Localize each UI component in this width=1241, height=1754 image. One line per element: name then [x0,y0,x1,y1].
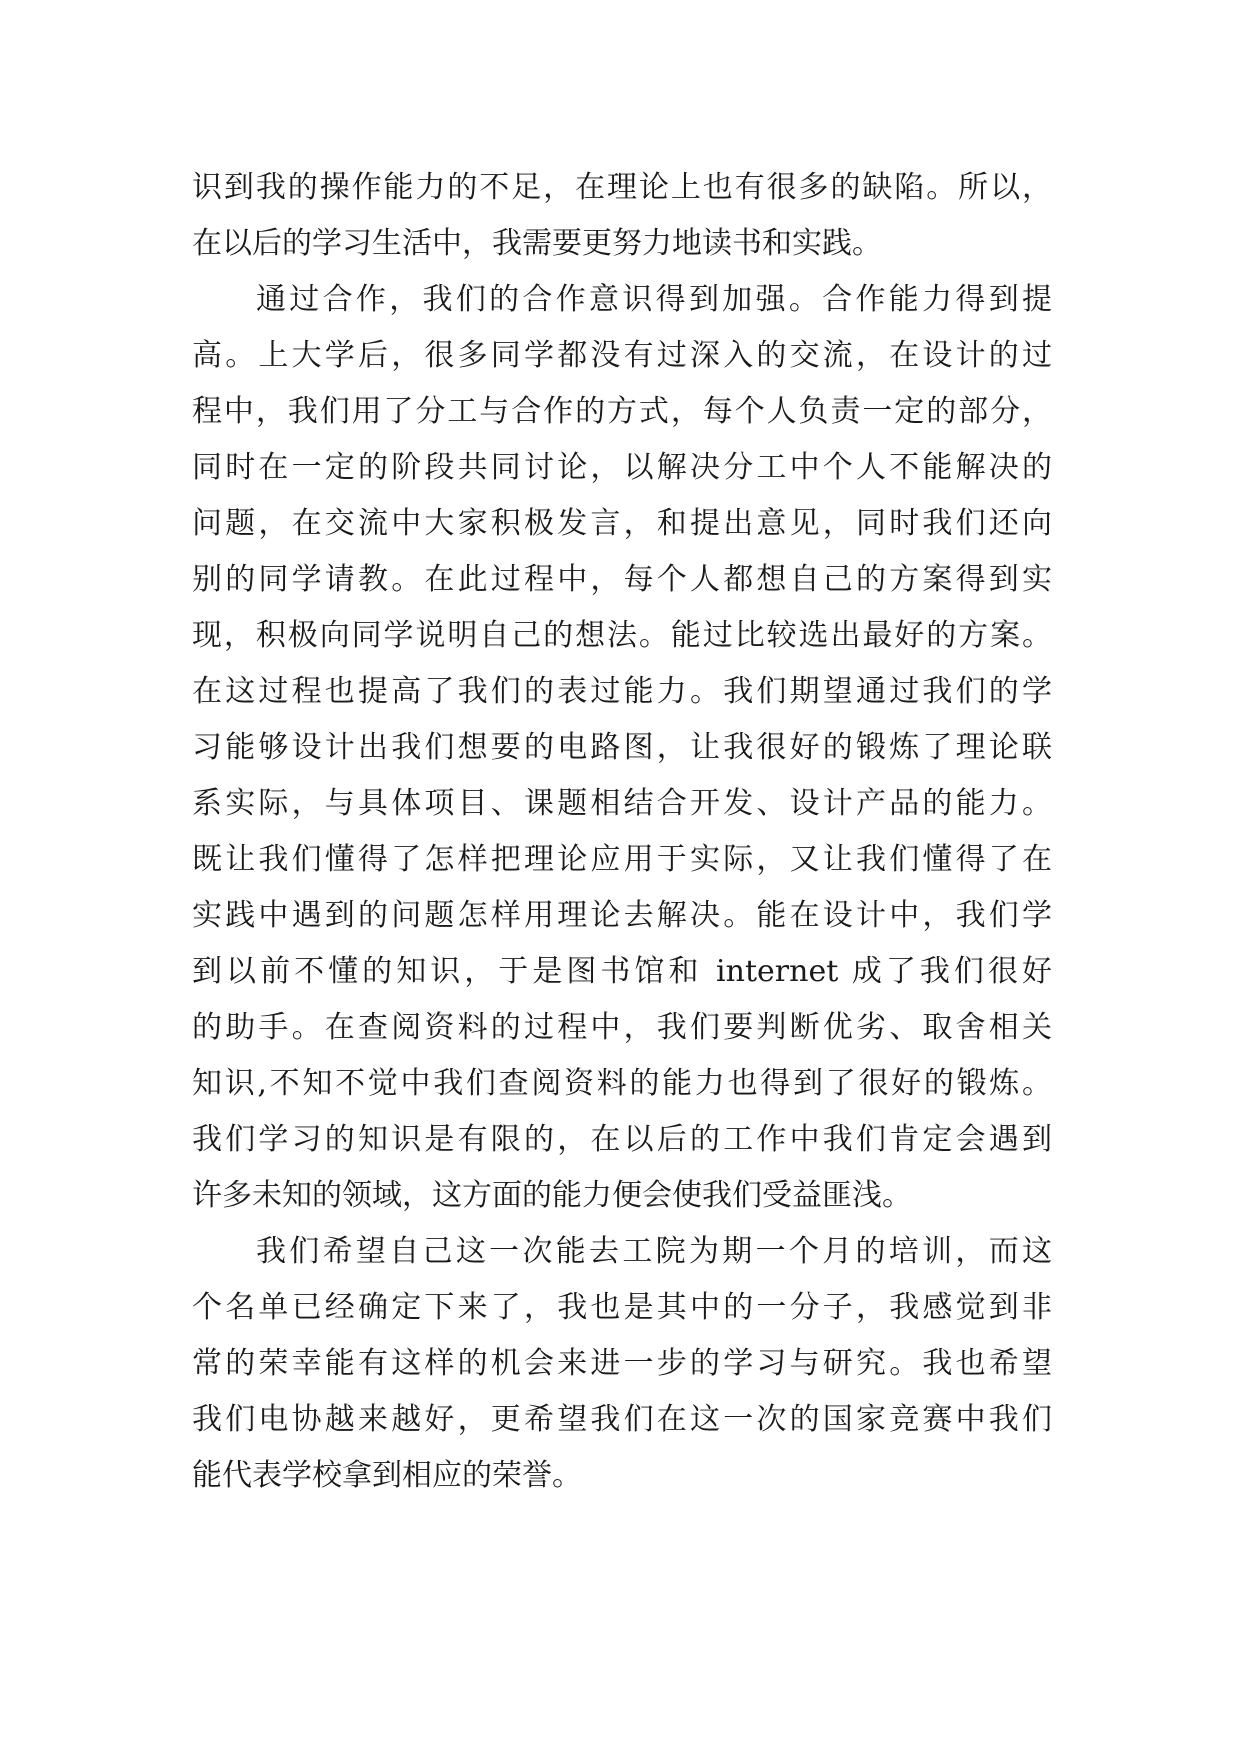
text-line: 到以前不懂的知识，于是图书馆和 internet 成了我们很好 [192,954,1052,989]
paragraph-start-line: 我们希望自己这一次能去工院为期一个月的培训，而这 [256,1234,1052,1269]
text-line: 我们电协越来越好，更希望我们在这一次的国家竞赛中我们 [192,1402,1052,1437]
text-line: 系实际，与具体项目、课题相结合开发、设计产品的能力。 [192,786,1052,821]
body-text [192,160,1052,1504]
text-line: 识到我的操作能力的不足，在理论上也有很多的缺陷。所以， [192,170,1052,205]
text-line: 同时在一定的阶段共同讨论，以解决分工中个人不能解决的 [192,450,1052,485]
text-line: 别的同学请教。在此过程中，每个人都想自己的方案得到实 [192,562,1052,597]
text-line: 能代表学校拿到相应的荣誉。 [192,1458,582,1493]
text-line: 既让我们懂得了怎样把理论应用于实际，又让我们懂得了在 [192,842,1052,877]
text-line: 常的荣幸能有这样的机会来进一步的学习与研究。我也希望 [192,1346,1052,1381]
text-line: 的助手。在查阅资料的过程中，我们要判断优劣、取舍相关 [192,1010,1052,1045]
text-line: 个名单已经确定下来了，我也是其中的一分子，我感觉到非 [192,1290,1052,1325]
text-line: 问题，在交流中大家积极发言，和提出意见，同时我们还向 [192,506,1052,541]
text-line: 在以后的学习生活中，我需要更努力地读书和实践。 [192,226,882,261]
text-line: 程中，我们用了分工与合作的方式，每个人负责一定的部分， [192,394,1052,429]
text-line: 我们学习的知识是有限的，在以后的工作中我们肯定会遇到 [192,1122,1052,1157]
text-line: 许多未知的领域，这方面的能力便会使我们受益匪浅。 [192,1178,912,1213]
paragraph-start-line: 通过合作，我们的合作意识得到加强。合作能力得到提 [256,282,1052,317]
text-line: 高。上大学后，很多同学都没有过深入的交流，在设计的过 [192,338,1052,373]
text-line: 习能够设计出我们想要的电路图，让我很好的锻炼了理论联 [192,730,1052,765]
text-line: 在这过程也提高了我们的表过能力。我们期望通过我们的学 [192,674,1052,709]
text-line: 实践中遇到的问题怎样用理论去解决。能在设计中，我们学 [192,898,1052,933]
text-line: 知识,不知不觉中我们查阅资料的能力也得到了很好的锻炼。 [192,1066,1052,1101]
text-line: 现，积极向同学说明自己的想法。能过比较选出最好的方案。 [192,618,1052,653]
